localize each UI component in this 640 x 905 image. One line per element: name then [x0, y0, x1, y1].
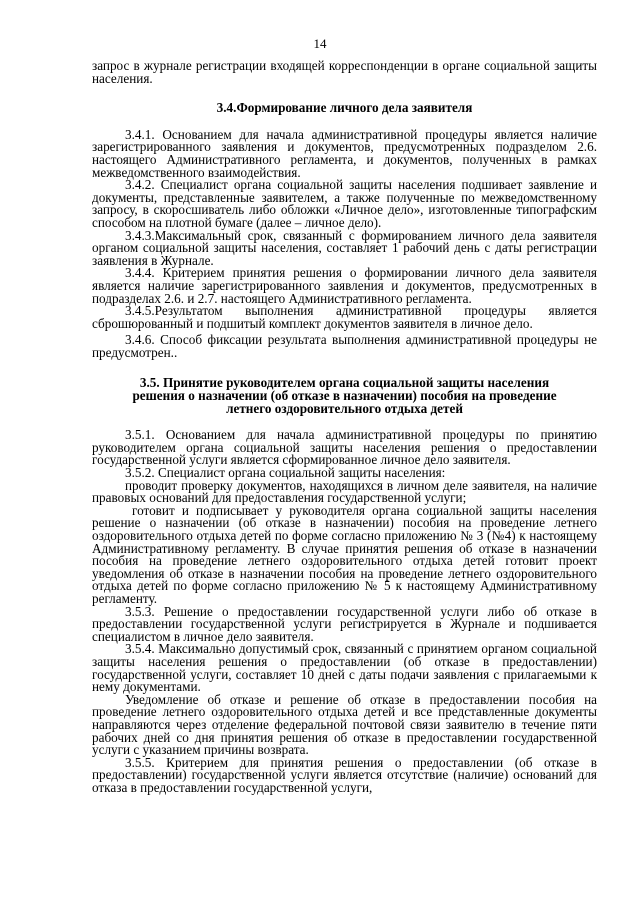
section-3-4-body [92, 126, 597, 360]
paragraph-3-4-6: 3.4.6. Способ фиксации результата выполнения административной процедуры не предусмотрен.. [92, 332, 597, 360]
paragraph-3-4-4: 3.4.4. Критерием принятия решения о формировании личного дела заявителя является наличие зарегистрированного заявления и документов, предусмотренных в подразделах 2.6. и 2.7. настоящего Административного регламента. [92, 265, 597, 306]
section-3-5-heading-line: 3.5. Принятие руководителем органа социальной защиты населения [139, 375, 550, 391]
section-3-5-heading [92, 377, 597, 415]
section-3-5-heading-line: решения о назначении (об отказе в назначении) пособия на проведение [132, 388, 557, 404]
paragraph-check-documents: проводит проверку документов, находящихся в личном деле заявителя, на наличие правовых оснований для предоставления государственной услуги; [92, 477, 597, 506]
paragraph-3-5-4: 3.5.4. Максимально допустимый срок, связанный с принятием органом социальной защиты населения решения о предоставлении (об отказе в предоставлении) государственной услуги, составляет 10 дней с даты подачи заявления с прилагаемыми к нему документами. [92, 641, 597, 695]
paragraph-3-4-5: 3.4.5.Результатом выполнения административной процедуры является сброшюрованный и подшитый комплект документов заявителя в личное дело. [92, 303, 597, 331]
paragraph-3-4-1: 3.4.1. Основанием для начала административной процедуры является наличие зарегистрированного заявления и документов, предусмотренных подразделом 2.6. настоящего Административного регламента, и документов, полученных в рамках межведомственного взаимодействия. [92, 126, 597, 180]
intro-paragraph: запрос в журнале регистрации входящей корреспонденции в органе социальной защиты населения. [92, 58, 597, 86]
paragraph-3-5-5: 3.5.5. Критерием для принятия решения о предоставлении (об отказе в предоставлении) государственной услуги является отсутствие (наличие) оснований для отказа в предоставлении государственной услуги, [92, 754, 597, 795]
paragraph-3-4-2: 3.4.2. Специалист органа социальной защиты населения подшивает заявление и документы, представленные заявителем, а также полученные по межведомственному запросу, в скоросшиватель либо обложки «Личное дело», изготовленные типографским способом на плотной бумаге (далее – личное дело). [92, 177, 597, 230]
section-3-4-heading: 3.4.Формирование личного дела заявителя [216, 100, 473, 116]
paragraph-3-5-2: 3.5.2. Специалист органа социальной защиты населения: [125, 465, 446, 481]
section-3-5-body [92, 429, 597, 794]
paragraph-3-5-3: 3.5.3. Решение о предоставлении государственной услуги либо об отказе в предоставлении государственной услуги регистрируется в Журнале и подшивается специалистом в личное дело заявителя. [92, 603, 597, 644]
page-number: 14 [313, 36, 327, 51]
paragraph-prepare-decision: готовит и подписывает у руководителя органа социальной защиты населения решение о назначении (об отказе в назначении) пособия на проведение летнего оздоровительного отдыха детей по форме согласно приложению № 3 (№4) к настоящему Административному регламенту. В случае принятия решения об отказе в назначении пособия на проведение летнего оздоровительного отдыха детей готовит проект уведомления об отказе в назначении пособия на проведение летнего оздоровительного отдыха детей по форме согласно приложению № 5 к настоящему Административному регламенту. [92, 502, 597, 606]
paragraph-3-5-1: 3.5.1. Основанием для начала административной процедуры по принятию руководителем органа социальной защиты населения решения о предоставлении государственной услуги является сформированное личное дело заявителя. [92, 427, 597, 468]
document-body [92, 60, 597, 794]
paragraph-refusal-notice: Уведомление об отказе и решение об отказе в предоставлении пособия на проведение летнего оздоровительного отдыха детей и все представленные документы направляются через отделение федеральной почтовой связи заявителю в течение пяти рабочих дней со дня принятия решения об отказе в предоставлении государственной услуги с указанием причины возврата. [92, 691, 597, 758]
section-3-5-heading-line: летнего оздоровительного отдыха детей [226, 400, 463, 416]
paragraph-3-4-3: 3.4.3.Максимальный срок, связанный с формированием личного дела заявителя органом социальной защиты населения, составляет 1 рабочий день с даты регистрации заявления в Журнале. [92, 227, 597, 268]
